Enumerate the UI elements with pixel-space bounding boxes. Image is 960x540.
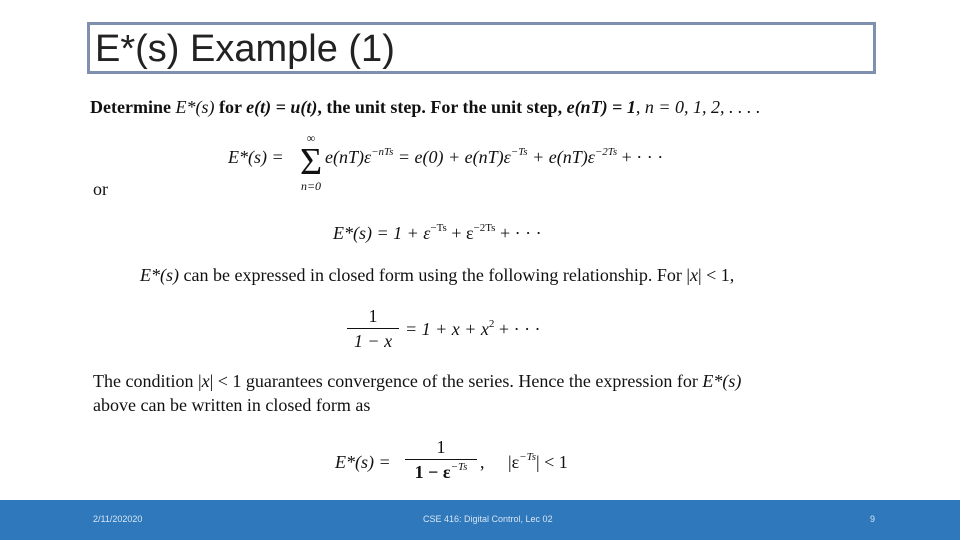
closed-form-sentence: E*(s) can be expressed in closed form using the following relationship. For |x| < 1, [140, 265, 735, 285]
convergence-condition: $|\varepsilon^{-Ts}| < 1$ [508, 451, 568, 472]
footer-course: CSE 416: Digital Control, Lec 02 [423, 514, 553, 524]
footer-bar [0, 500, 960, 540]
eq4-lhs: E*(s) = [335, 452, 391, 472]
summation-symbol: ∞ Σ n=0 [300, 131, 323, 193]
problem-statement: Determine E*(s) for e(t) = u(t), the unit step. For the unit step, e(nT) = 1, n = 0, 1, 2, . . . . [90, 97, 761, 117]
footer-page-number: 9 [870, 514, 876, 524]
eq1-rhs: $e(nT)\varepsilon^{-nTs} = e(0) + e(nT)\varepsilon^{-Ts} + e(nT)\varepsilon^{-2Ts}$ + · · · [325, 146, 664, 167]
eq4-comma: , [480, 452, 485, 472]
or-label: or [93, 179, 108, 199]
geometric-fraction: 1 1 − x [347, 305, 399, 352]
closed-form-lead-in: above can be written in closed form as [93, 395, 371, 415]
slide-title: E*(s) Example (1) [95, 28, 395, 70]
eq1-lhs: E*(s) = [228, 147, 284, 167]
eq2: $E*(s) = 1 + \varepsilon^{-Ts} + \varepsilon^{-2Ts}$ + · · · [333, 222, 542, 243]
closed-form-fraction: 1 $1 - \varepsilon^{-Ts}$ [405, 436, 477, 483]
convergence-sentence: The condition |x| < 1 guarantees convergence of the series. Hence the expression for E*(s) [93, 371, 742, 391]
geometric-series: = $1 + x + x^2$ + · · · [405, 318, 541, 339]
footer-date: 2/11/202020 [93, 514, 143, 524]
